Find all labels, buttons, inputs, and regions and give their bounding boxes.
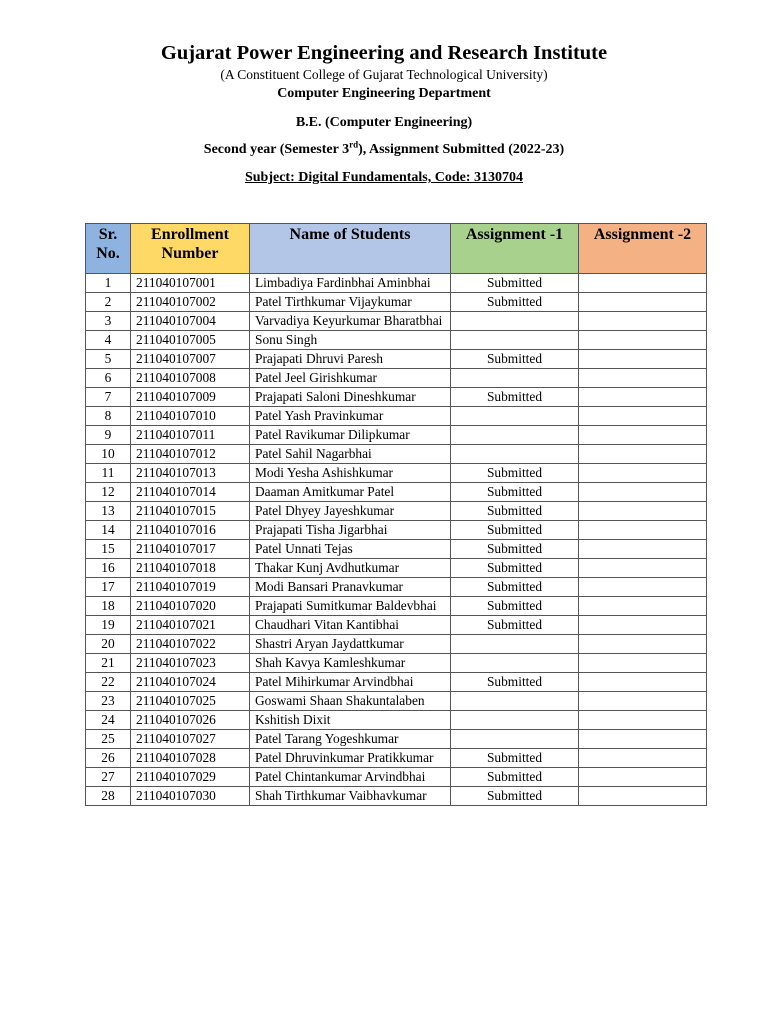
enrollment-cell: 211040107005	[131, 331, 250, 350]
table-row	[86, 692, 707, 711]
assignment-1-cell	[451, 730, 579, 749]
assignment-1-cell	[451, 331, 579, 350]
assignment-1-cell	[451, 635, 579, 654]
student-name-cell: Prajapati Saloni Dineshkumar	[250, 388, 451, 407]
table-row	[86, 578, 707, 597]
student-name-cell: Prajapati Sumitkumar Baldevbhai	[250, 597, 451, 616]
table-row	[86, 768, 707, 787]
enrollment-cell: 211040107010	[131, 407, 250, 426]
assignment-1-cell: Submitted	[451, 540, 579, 559]
table-row	[86, 673, 707, 692]
assignment-1-cell: Submitted	[451, 768, 579, 787]
enrollment-cell: 211040107019	[131, 578, 250, 597]
enrollment-cell: 211040107015	[131, 502, 250, 521]
enrollment-cell: 211040107022	[131, 635, 250, 654]
semester-suffix: ), Assignment Submitted (2022-23)	[358, 142, 565, 157]
assignment-1-cell	[451, 711, 579, 730]
enrollment-cell: 211040107029	[131, 768, 250, 787]
assignment-1-cell: Submitted	[451, 388, 579, 407]
semester-prefix: Second year (Semester 3	[203, 142, 350, 157]
sr-no-cell: 1	[86, 274, 131, 293]
assignment-1-cell: Submitted	[451, 749, 579, 768]
enrollment-cell: 211040107028	[131, 749, 250, 768]
student-name-cell: Chaudhari Vitan Kantibhai	[250, 616, 451, 635]
sr-no-cell: 11	[86, 464, 131, 483]
table-row	[86, 711, 707, 730]
sr-no-cell: 6	[86, 369, 131, 388]
student-name-cell: Patel Ravikumar Dilipkumar	[250, 426, 451, 445]
table-row	[86, 407, 707, 426]
enrollment-cell: 211040107030	[131, 787, 250, 806]
enrollment-cell: 211040107021	[131, 616, 250, 635]
table-row	[86, 350, 707, 369]
enrollment-cell: 211040107013	[131, 464, 250, 483]
enrollment-cell: 211040107007	[131, 350, 250, 369]
table-row	[86, 331, 707, 350]
table-row	[86, 388, 707, 407]
enrollment-cell: 211040107004	[131, 312, 250, 331]
assignment-2-cell	[579, 787, 707, 806]
enrollment-cell: 211040107014	[131, 483, 250, 502]
student-name-cell: Shah Kavya Kamleshkumar	[250, 654, 451, 673]
assignment-2-cell	[579, 369, 707, 388]
header-enrollment-number: Enrollment Number	[131, 224, 250, 274]
assignment-2-cell	[579, 521, 707, 540]
assignment-1-cell	[451, 654, 579, 673]
table-header-row	[86, 224, 707, 274]
assignment-1-cell: Submitted	[451, 597, 579, 616]
student-name-cell: Patel Mihirkumar Arvindbhai	[250, 673, 451, 692]
student-name-cell: Patel Dhruvinkumar Pratikkumar	[250, 749, 451, 768]
assignment-1-cell	[451, 426, 579, 445]
assignment-2-cell	[579, 445, 707, 464]
assignment-2-cell	[579, 692, 707, 711]
table-row	[86, 730, 707, 749]
enrollment-cell: 211040107016	[131, 521, 250, 540]
assignment-1-cell: Submitted	[451, 350, 579, 369]
assignment-table	[85, 223, 707, 806]
enrollment-cell: 211040107026	[131, 711, 250, 730]
student-name-cell: Modi Yesha Ashishkumar	[250, 464, 451, 483]
assignment-2-cell	[579, 502, 707, 521]
assignment-1-cell: Submitted	[451, 293, 579, 312]
student-name-cell: Prajapati Dhruvi Paresh	[250, 350, 451, 369]
table-row	[86, 616, 707, 635]
assignment-2-cell	[579, 331, 707, 350]
assignment-2-cell	[579, 388, 707, 407]
semester-line	[0, 139, 768, 158]
assignment-2-cell	[579, 597, 707, 616]
assignment-2-cell	[579, 293, 707, 312]
header-sr-no: Sr. No.	[86, 224, 131, 274]
assignment-1-cell: Submitted	[451, 787, 579, 806]
assignment-1-cell: Submitted	[451, 274, 579, 293]
header-assignment-1: Assignment -1	[451, 224, 579, 274]
table-row	[86, 445, 707, 464]
sr-no-cell: 19	[86, 616, 131, 635]
assignment-1-cell: Submitted	[451, 578, 579, 597]
assignment-2-cell	[579, 426, 707, 445]
sr-no-cell: 23	[86, 692, 131, 711]
sr-no-cell: 2	[86, 293, 131, 312]
table-row	[86, 597, 707, 616]
subject-text: Subject: Digital Fundamentals, Code: 3130704	[244, 170, 524, 185]
table-row	[86, 559, 707, 578]
student-name-cell: Shastri Aryan Jaydattkumar	[250, 635, 451, 654]
student-name-cell: Patel Yash Pravinkumar	[250, 407, 451, 426]
table-row	[86, 502, 707, 521]
student-name-cell: Varvadiya Keyurkumar Bharatbhai	[250, 312, 451, 331]
table-row	[86, 293, 707, 312]
sr-no-cell: 21	[86, 654, 131, 673]
enrollment-cell: 211040107027	[131, 730, 250, 749]
header-student-name: Name of Students	[250, 224, 451, 274]
student-name-cell: Patel Jeel Girishkumar	[250, 369, 451, 388]
enrollment-cell: 211040107023	[131, 654, 250, 673]
assignment-2-cell	[579, 616, 707, 635]
sr-no-cell: 16	[86, 559, 131, 578]
sr-no-cell: 8	[86, 407, 131, 426]
constituent-line: (A Constituent College of Gujarat Technological University)	[220, 67, 548, 82]
table-row	[86, 369, 707, 388]
enrollment-cell: 211040107025	[131, 692, 250, 711]
institute-title: Gujarat Power Engineering and Research Institute	[160, 42, 608, 64]
student-name-cell: Patel Sahil Nagarbhai	[250, 445, 451, 464]
sr-no-cell: 17	[86, 578, 131, 597]
student-name-cell: Daaman Amitkumar Patel	[250, 483, 451, 502]
table-row	[86, 521, 707, 540]
table-row	[86, 654, 707, 673]
assignment-1-cell	[451, 369, 579, 388]
assignment-1-cell: Submitted	[451, 559, 579, 578]
assignment-1-cell	[451, 407, 579, 426]
enrollment-cell: 211040107009	[131, 388, 250, 407]
assignment-2-cell	[579, 464, 707, 483]
assignment-1-cell: Submitted	[451, 616, 579, 635]
assignment-1-cell: Submitted	[451, 502, 579, 521]
assignment-2-cell	[579, 274, 707, 293]
table-row	[86, 540, 707, 559]
sr-no-cell: 4	[86, 331, 131, 350]
enrollment-cell: 211040107002	[131, 293, 250, 312]
student-name-cell: Patel Dhyey Jayeshkumar	[250, 502, 451, 521]
student-name-cell: Thakar Kunj Avdhutkumar	[250, 559, 451, 578]
sr-no-cell: 9	[86, 426, 131, 445]
student-name-cell: Shah Tirthkumar Vaibhavkumar	[250, 787, 451, 806]
student-name-cell: Patel Tirthkumar Vijaykumar	[250, 293, 451, 312]
sr-no-cell: 24	[86, 711, 131, 730]
assignment-1-cell: Submitted	[451, 464, 579, 483]
sr-no-cell: 3	[86, 312, 131, 331]
student-name-cell: Goswami Shaan Shakuntalaben	[250, 692, 451, 711]
assignment-2-cell	[579, 350, 707, 369]
sr-no-cell: 15	[86, 540, 131, 559]
sr-no-cell: 27	[86, 768, 131, 787]
assignment-2-cell	[579, 635, 707, 654]
assignment-1-cell	[451, 445, 579, 464]
assignment-2-cell	[579, 559, 707, 578]
table-row	[86, 274, 707, 293]
sr-no-cell: 28	[86, 787, 131, 806]
assignment-2-cell	[579, 673, 707, 692]
student-name-cell: Patel Unnati Tejas	[250, 540, 451, 559]
student-name-cell: Limbadiya Fardinbhai Aminbhai	[250, 274, 451, 293]
assignment-1-cell: Submitted	[451, 521, 579, 540]
program-line: B.E. (Computer Engineering)	[295, 115, 473, 130]
student-name-cell: Prajapati Tisha Jigarbhai	[250, 521, 451, 540]
assignment-2-cell	[579, 312, 707, 331]
header-assignment-2: Assignment -2	[579, 224, 707, 274]
assignment-1-cell: Submitted	[451, 483, 579, 502]
sr-no-cell: 14	[86, 521, 131, 540]
assignment-2-cell	[579, 407, 707, 426]
table-row	[86, 426, 707, 445]
sr-no-cell: 26	[86, 749, 131, 768]
sr-no-cell: 10	[86, 445, 131, 464]
student-name-cell: Patel Tarang Yogeshkumar	[250, 730, 451, 749]
enrollment-cell: 211040107012	[131, 445, 250, 464]
enrollment-cell: 211040107008	[131, 369, 250, 388]
sr-no-cell: 22	[86, 673, 131, 692]
assignment-2-cell	[579, 654, 707, 673]
enrollment-cell: 211040107024	[131, 673, 250, 692]
sr-no-cell: 18	[86, 597, 131, 616]
table-row	[86, 635, 707, 654]
assignment-2-cell	[579, 711, 707, 730]
sr-no-cell: 7	[86, 388, 131, 407]
subject-line	[0, 170, 768, 186]
department-line: Computer Engineering Department	[277, 86, 491, 101]
enrollment-cell: 211040107020	[131, 597, 250, 616]
assignment-2-cell	[579, 730, 707, 749]
sr-no-cell: 20	[86, 635, 131, 654]
table-row	[86, 464, 707, 483]
sr-no-cell: 5	[86, 350, 131, 369]
assignment-2-cell	[579, 540, 707, 559]
assignment-1-cell	[451, 692, 579, 711]
assignment-2-cell	[579, 578, 707, 597]
sr-no-cell: 13	[86, 502, 131, 521]
student-name-cell: Kshitish Dixit	[250, 711, 451, 730]
table-row	[86, 749, 707, 768]
assignment-2-cell	[579, 483, 707, 502]
assignment-1-cell	[451, 312, 579, 331]
sr-no-cell: 12	[86, 483, 131, 502]
assignment-2-cell	[579, 768, 707, 787]
assignment-2-cell	[579, 749, 707, 768]
enrollment-cell: 211040107001	[131, 274, 250, 293]
sr-no-cell: 25	[86, 730, 131, 749]
student-name-cell: Sonu Singh	[250, 331, 451, 350]
table-body	[86, 274, 707, 806]
semester-superscript: rd	[349, 139, 359, 150]
table-row	[86, 483, 707, 502]
student-name-cell: Modi Bansari Pranavkumar	[250, 578, 451, 597]
enrollment-cell: 211040107018	[131, 559, 250, 578]
assignment-1-cell: Submitted	[451, 673, 579, 692]
table-row	[86, 787, 707, 806]
enrollment-cell: 211040107011	[131, 426, 250, 445]
table-row	[86, 312, 707, 331]
enrollment-cell: 211040107017	[131, 540, 250, 559]
student-name-cell: Patel Chintankumar Arvindbhai	[250, 768, 451, 787]
